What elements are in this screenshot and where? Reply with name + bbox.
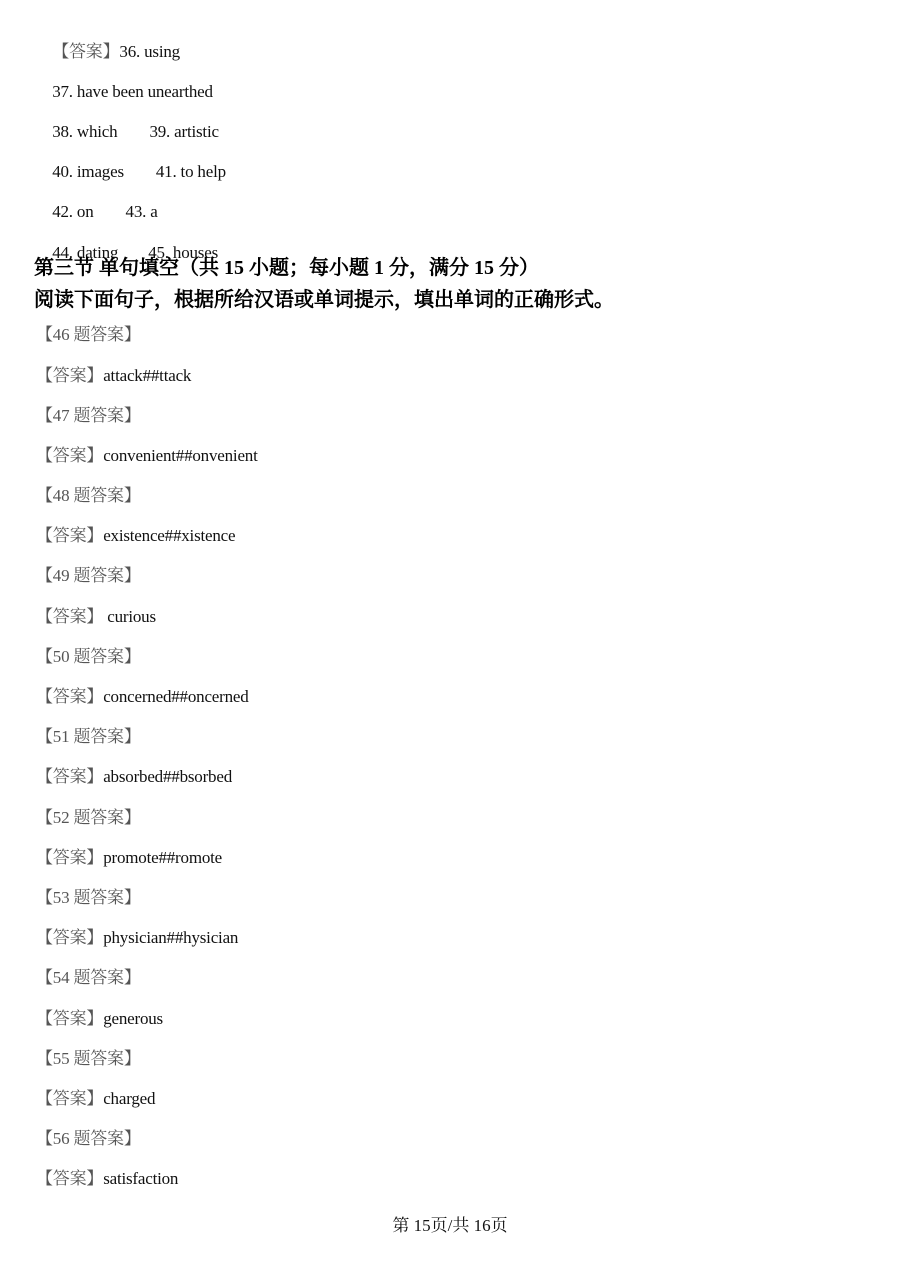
answer-52: 【答案】promote##romote [36,848,223,867]
answer-43: 43. a [125,202,158,221]
answer-54: 【答案】generous [36,1009,163,1028]
answer-49: 【答案】 curious [36,607,156,626]
answer-47: 【答案】convenient##onvenient [36,446,258,465]
question-label-51: 【51 题答案】 [36,727,141,746]
question-label-52: 【52 题答案】 [36,808,141,827]
question-label-47: 【47 题答案】 [36,406,141,425]
answer-37: 37. have been unearthed [52,82,213,101]
answer-42: 42. on [52,202,94,221]
section-instruction: 阅读下面句子，根据所给汉语或单词提示，填出单词的正确形式。 [34,289,614,311]
answer-40: 40. images [52,162,124,181]
question-label-49: 【49 题答案】 [36,566,141,585]
page-number: 第 15页/共 16页 [392,1216,508,1235]
question-label-54: 【54 题答案】 [36,968,141,987]
answer-46: 【答案】attack##ttack [36,366,192,385]
answer-55: 【答案】charged [36,1089,156,1108]
question-label-56: 【56 题答案】 [36,1129,141,1148]
question-label-48: 【48 题答案】 [36,486,141,505]
question-label-53: 【53 题答案】 [36,888,141,907]
answer-50: 【答案】concerned##oncerned [36,687,249,706]
answer-56: 【答案】satisfaction [36,1169,179,1188]
section-title: 第三节 单句填空（共 15 小题；每小题 1 分，满分 15 分） [34,257,539,279]
answer-38: 38. which [52,122,118,141]
question-label-50: 【50 题答案】 [36,647,141,666]
answer-44: 44. dating [52,243,119,262]
answer-45: 45. houses [148,243,218,262]
answer-36: 36. using [119,42,180,61]
answer-41: 41. to help [155,162,226,181]
answer-51: 【答案】absorbed##bsorbed [36,767,232,786]
answer-39: 39. artistic [149,122,219,141]
answer-48: 【答案】existence##xistence [36,526,236,545]
answer-53: 【答案】physician##hysician [36,928,239,947]
answer-prefix: 【答案】 [52,42,120,61]
question-label-55: 【55 题答案】 [36,1049,141,1068]
question-label-46: 【46 题答案】 [36,325,141,344]
